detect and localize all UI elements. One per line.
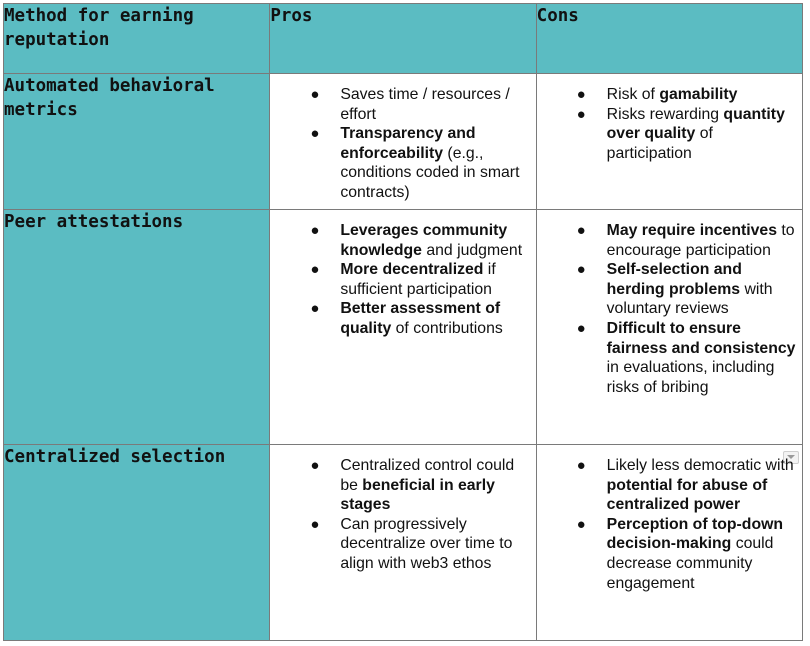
cons-cell[interactable] — [536, 445, 802, 641]
list-item — [270, 85, 529, 124]
text-run: Centralized control could be — [340, 457, 515, 494]
bullet-icon: ● — [310, 222, 320, 239]
bold-text: Transparency and enforceability — [340, 125, 476, 162]
bold-text: More decentralized — [340, 261, 484, 279]
pros-list — [270, 445, 535, 574]
bullet-icon: ● — [310, 86, 320, 103]
list-item — [537, 456, 796, 515]
pros-cell[interactable] — [270, 210, 536, 445]
list-item — [537, 515, 796, 593]
header-row — [4, 4, 803, 74]
text-run: in evaluations, including risks of bribing — [606, 359, 775, 396]
method-cell[interactable]: Peer attestations — [4, 210, 270, 445]
header-method[interactable]: Method for earning reputation — [4, 4, 270, 74]
text-run: and judgment — [421, 241, 523, 259]
bullet-icon: ● — [310, 125, 320, 143]
pros-cell[interactable] — [270, 74, 536, 210]
list-item — [537, 319, 796, 397]
reputation-methods-table — [3, 3, 803, 641]
bold-text: Perception of top-down decision-making — [606, 515, 784, 553]
text-run: Risks rewarding — [606, 105, 724, 123]
bold-text: Better assessment of quality — [340, 300, 501, 337]
table-row — [4, 210, 803, 445]
bullet-icon: ● — [310, 261, 320, 279]
bullet-icon: ● — [310, 457, 320, 474]
method-cell[interactable]: Centralized selection — [4, 445, 270, 641]
text-run: of participation — [606, 125, 713, 162]
text-run: (e.g., conditions coded in smart contracts) — [340, 144, 520, 201]
pros-cell[interactable] — [270, 445, 536, 641]
table-row — [4, 445, 803, 641]
cons-list — [537, 445, 802, 593]
list-item — [537, 85, 796, 105]
text-run: Can progressively decentralize over time to align with web3 ethos — [340, 515, 513, 572]
text-run: to encourage participation — [606, 222, 795, 259]
header-cons[interactable]: Cons — [536, 4, 802, 74]
list-item — [270, 515, 529, 574]
method-cell[interactable]: Automated behavioral metrics — [4, 74, 270, 210]
bullet-icon: ● — [576, 319, 586, 337]
bold-text: Self-selection and herding problems — [606, 261, 742, 298]
list-item — [270, 124, 529, 202]
bullet-icon: ● — [576, 261, 586, 279]
pros-list — [270, 210, 535, 339]
text-run: if sufficient participation — [340, 261, 496, 298]
text-run: of contributions — [391, 319, 503, 337]
list-item — [270, 456, 529, 515]
text-run: Saves time / resources / effort — [340, 86, 510, 123]
cons-list — [537, 74, 802, 163]
list-item — [537, 221, 796, 260]
list-item — [270, 221, 529, 260]
bullet-icon: ● — [576, 515, 586, 533]
pros-list — [270, 74, 535, 203]
bold-text: May require incentives — [606, 222, 777, 239]
text-run: with voluntary reviews — [606, 280, 773, 318]
cons-cell[interactable] — [536, 210, 802, 445]
bold-text: potential for abuse of centralized power — [606, 476, 768, 514]
bold-text: Leverages community knowledge — [340, 222, 508, 259]
text-run: Risk of — [606, 86, 660, 103]
cons-cell[interactable] — [536, 74, 802, 210]
header-pros[interactable]: Pros — [270, 4, 536, 74]
bullet-icon: ● — [310, 515, 320, 533]
bullet-icon: ● — [576, 457, 586, 474]
bold-text: quantity over quality — [606, 105, 785, 143]
list-item — [270, 299, 529, 338]
bullet-icon: ● — [576, 105, 586, 123]
text-run: Likely less democratic with — [606, 457, 794, 474]
bullet-icon: ● — [576, 86, 586, 103]
bold-text: gamability — [659, 86, 738, 103]
list-item — [270, 260, 529, 299]
list-item — [537, 260, 796, 319]
text-run: could decrease community engagement — [606, 535, 774, 592]
bold-text: beneficial in early stages — [340, 476, 495, 514]
cons-list — [537, 210, 802, 397]
list-item — [537, 105, 796, 164]
bold-text: Difficult to ensure fairness and consistency — [606, 319, 796, 357]
table-row — [4, 74, 803, 210]
bullet-icon: ● — [576, 222, 586, 239]
bullet-icon: ● — [310, 300, 320, 318]
